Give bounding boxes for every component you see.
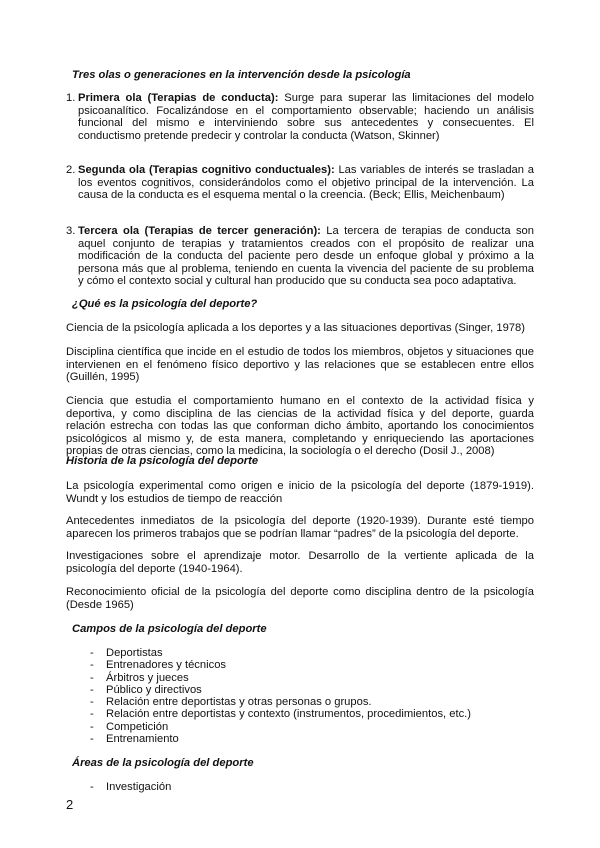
section-heading-que-es: ¿Qué es la psicología del deporte? [72,298,258,310]
item-lead: Primera ola (Terapias de conducta): [78,92,279,104]
list-item [66,92,534,142]
list-item: - Investigación [90,781,172,793]
areas-list [90,781,171,793]
paragraph: Antecedentes inmediatos de la psicología del deporte (1920-1939). Durante esté tiempo aparecen los primeros trabajos que se podrían llamar “padres” de la psicología del deporte. [66,515,534,540]
dash-bullet: - [90,659,94,672]
list-item [66,225,534,288]
item-number: 2. [66,164,76,176]
dash-bullet: - [90,671,94,684]
item-number: 3. [66,225,76,237]
item-number: 1. [66,92,76,104]
item-text: Las variables de interés se trasladan a los eventos cognitivos, considerándolos como el objetivo principal de la intervención. La causa de la conducta es el esquema mental o la creencia. (Beck; Ellis, Meichenbaum) [78,164,534,202]
paragraph: La psicología experimental como origen e inicio de la psicología del deporte (1879-1919). Wundt y los estudios de tiempo de reacción [66,480,534,505]
dash-bullet: - [90,708,94,721]
dash-bullet: - [90,683,94,696]
list-item [66,164,534,202]
dash-bullet: - [90,720,94,733]
list-item: - Entrenadores y técnicos [90,659,227,672]
paragraph: Investigaciones sobre el aprendizaje motor. Desarrollo de la vertiente aplicada de la psicología del deporte (1940-1964). [66,550,534,575]
item-text: Surge para superar las limitaciones del modelo psicoanalítico. Focalizándose en el comportamiento observable; haciendo un análisis funcional del mismo e interviniendo sobre sus antecedentes y consecuentes. El conductismo pretende predecir y controlar la conducta (Watson, Skinner) [78,92,534,142]
item-text: La tercera de terapias de conducta son aquel conjunto de terapias y tratamientos creados con el propósito de realizar una modificación de la conducta del paciente pero desde un enfoque global y próximo a la persona más que al problema, teniendo en cuenta la vivencia del paciente de su problema y cómo el contexto social y cultural han producido que su conducta sea poco adaptativa. [78,225,535,288]
list-item: - Competición [90,720,169,733]
list-item: - Árbitros y jueces [90,671,189,684]
list-item: - Deportistas [90,647,163,659]
dash-bullet: - [90,696,94,709]
section-heading-tres-olas: Tres olas o generaciones en la intervención desde la psicología [72,69,411,81]
paragraph: Reconocimiento oficial de la psicología del deporte como disciplina dentro de la psicología (Desde 1965) [66,586,534,611]
list-item: - Relación entre deportistas y otras personas o grupos. [90,696,372,709]
item-lead: Segunda ola (Terapias cognitivo conductuales): [78,164,335,176]
paragraph: Ciencia que estudia el comportamiento humano en el contexto de la actividad física y deportiva, y como disciplina de las ciencias de la actividad física y del deporte, guarda relación estrecha con todas las que conforman dicho ámbito, aportando los conocimientos psicológicos al mismo y, de esta manera, completando y enriqueciendo las aportaciones propias de otras ciencias, como la medicina, la sociología o el derecho (Dosil J., 2008) [66,395,534,458]
paragraph: Ciencia de la psicología aplicada a los deportes y a las situaciones deportivas (Singer, 1978) [66,322,525,334]
item-lead: Tercera ola (Terapias de tercer generación): [78,225,321,237]
section-heading-campos: Campos de la psicología del deporte [72,623,267,635]
dash-bullet: - [90,733,94,746]
section-heading-areas: Áreas de la psicología del deporte [72,757,254,769]
dash-bullet: - [90,781,94,793]
list-item: - Entrenamiento [90,733,179,746]
section-heading-historia: Historia de la psicología del deporte [66,455,259,467]
page-number: 2 [66,797,74,812]
list-item: - Público y directivos [90,683,202,696]
paragraph: Disciplina científica que incide en el estudio de todos los miembros, objetos y situaciones que intervienen en el fenómeno físico deportivo y las relaciones que se establecen entre ellos (Guillén, 1995) [66,346,534,384]
list-item: - Relación entre deportistas y contexto (instrumentos, procedimientos, etc.) [90,708,472,721]
dash-bullet: - [90,647,94,659]
campos-list [90,647,471,745]
